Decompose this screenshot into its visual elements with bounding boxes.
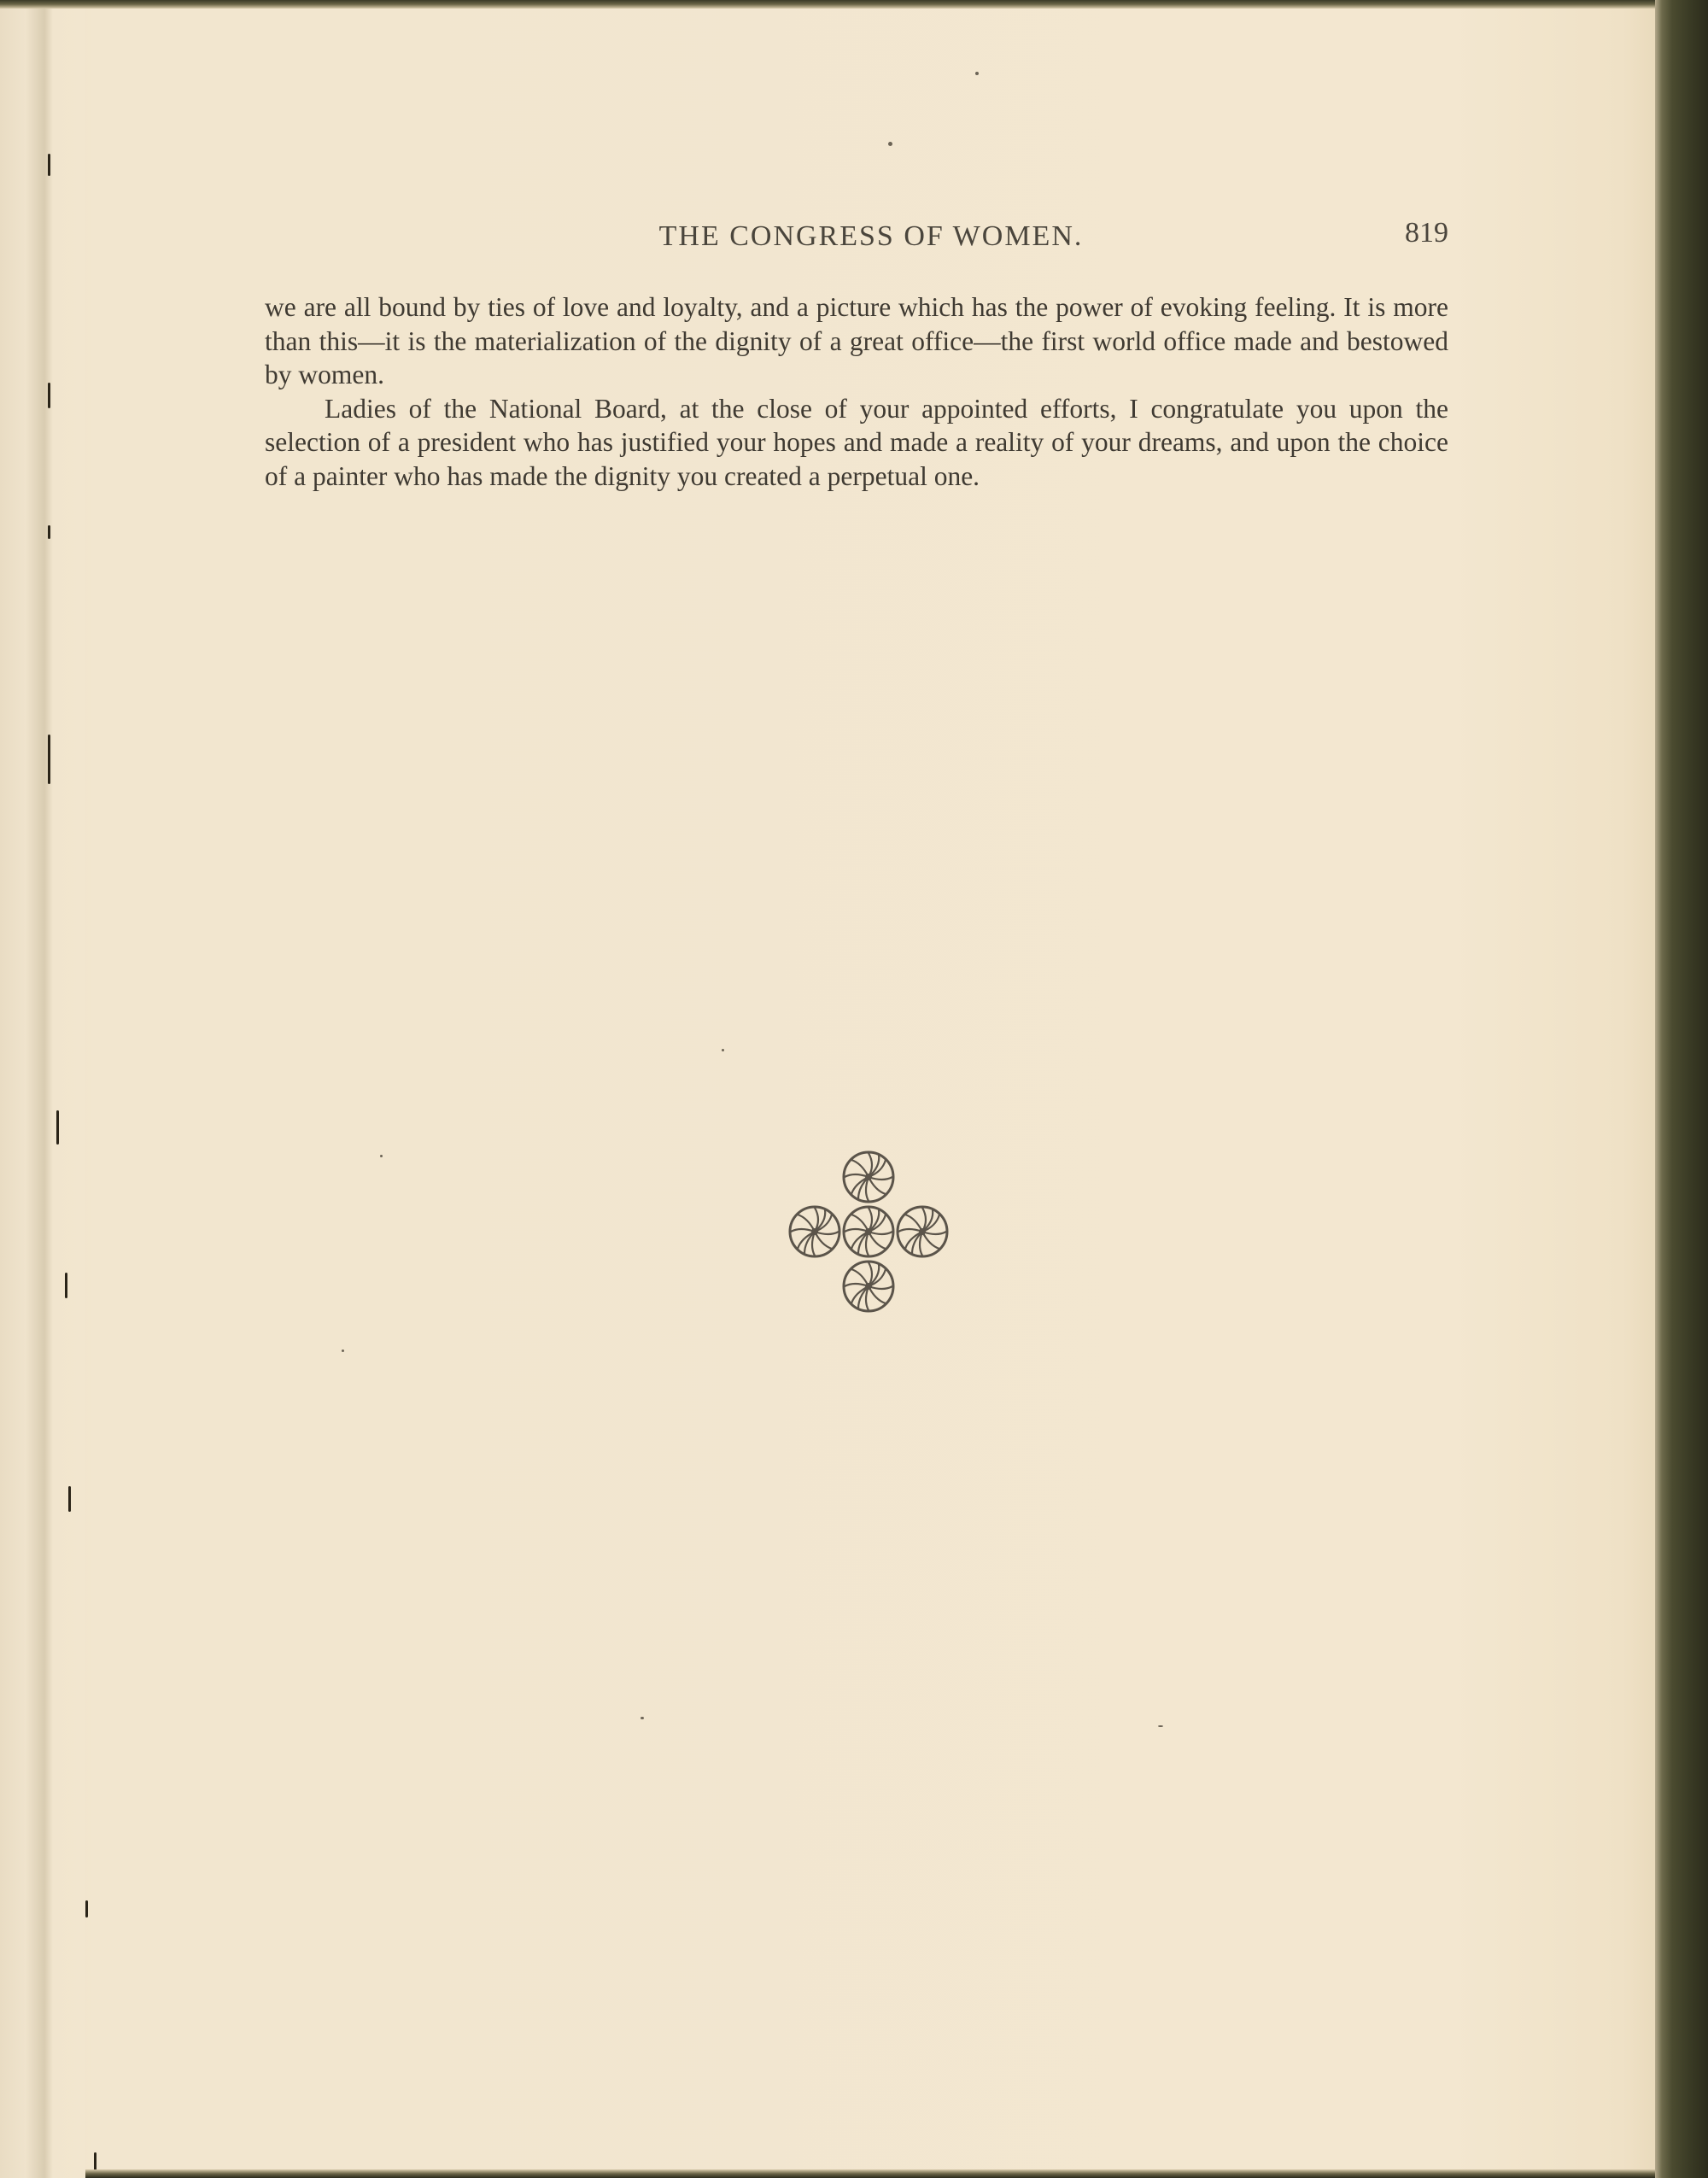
binding-stitch xyxy=(48,525,50,539)
paragraph: Ladies of the National Board, at the close of your appointed efforts, I congratulate you upon the selection of a president who has justified your hopes and made a reality of your dreams, and upon the choice of a painter who has made the dignity you created a perpetual one. xyxy=(265,393,1448,491)
binding-stitch xyxy=(68,1486,71,1512)
paragraph: we are all bound by ties of love and loyalty, and a picture which has the power of evoking feeling. It is more than this—it is the materialization of the dignity of a great office—the first world office made and bestowed by women. xyxy=(265,292,1448,389)
paper-speck xyxy=(640,1717,644,1719)
cover-top-edge xyxy=(0,0,1664,9)
page-number: 819 xyxy=(1405,217,1448,249)
rosette xyxy=(844,1262,893,1311)
paper-speck xyxy=(380,1155,383,1157)
rosette xyxy=(898,1207,947,1256)
binding-stitch xyxy=(48,735,50,784)
paper-speck xyxy=(722,1049,724,1051)
binding-stitch xyxy=(65,1273,67,1298)
rosette xyxy=(844,1152,893,1202)
binding-stitch xyxy=(56,1110,59,1145)
body-text xyxy=(265,290,1448,493)
rosette xyxy=(790,1207,839,1256)
paper-speck xyxy=(342,1350,344,1352)
binding-stitch xyxy=(85,1900,88,1917)
page-gutter xyxy=(0,0,85,2178)
paper-speck xyxy=(888,142,892,146)
rosette-cluster-icon xyxy=(782,1146,953,1317)
paper-speck xyxy=(975,72,979,75)
running-title: THE CONGRESS OF WOMEN. xyxy=(658,220,1084,252)
rosette xyxy=(844,1207,893,1256)
book-cover-edge xyxy=(1655,0,1708,2178)
binding-stitch xyxy=(48,383,50,408)
cover-bottom-edge xyxy=(85,2169,1665,2178)
binding-stitch xyxy=(48,154,50,176)
paper-speck xyxy=(1158,1725,1163,1727)
